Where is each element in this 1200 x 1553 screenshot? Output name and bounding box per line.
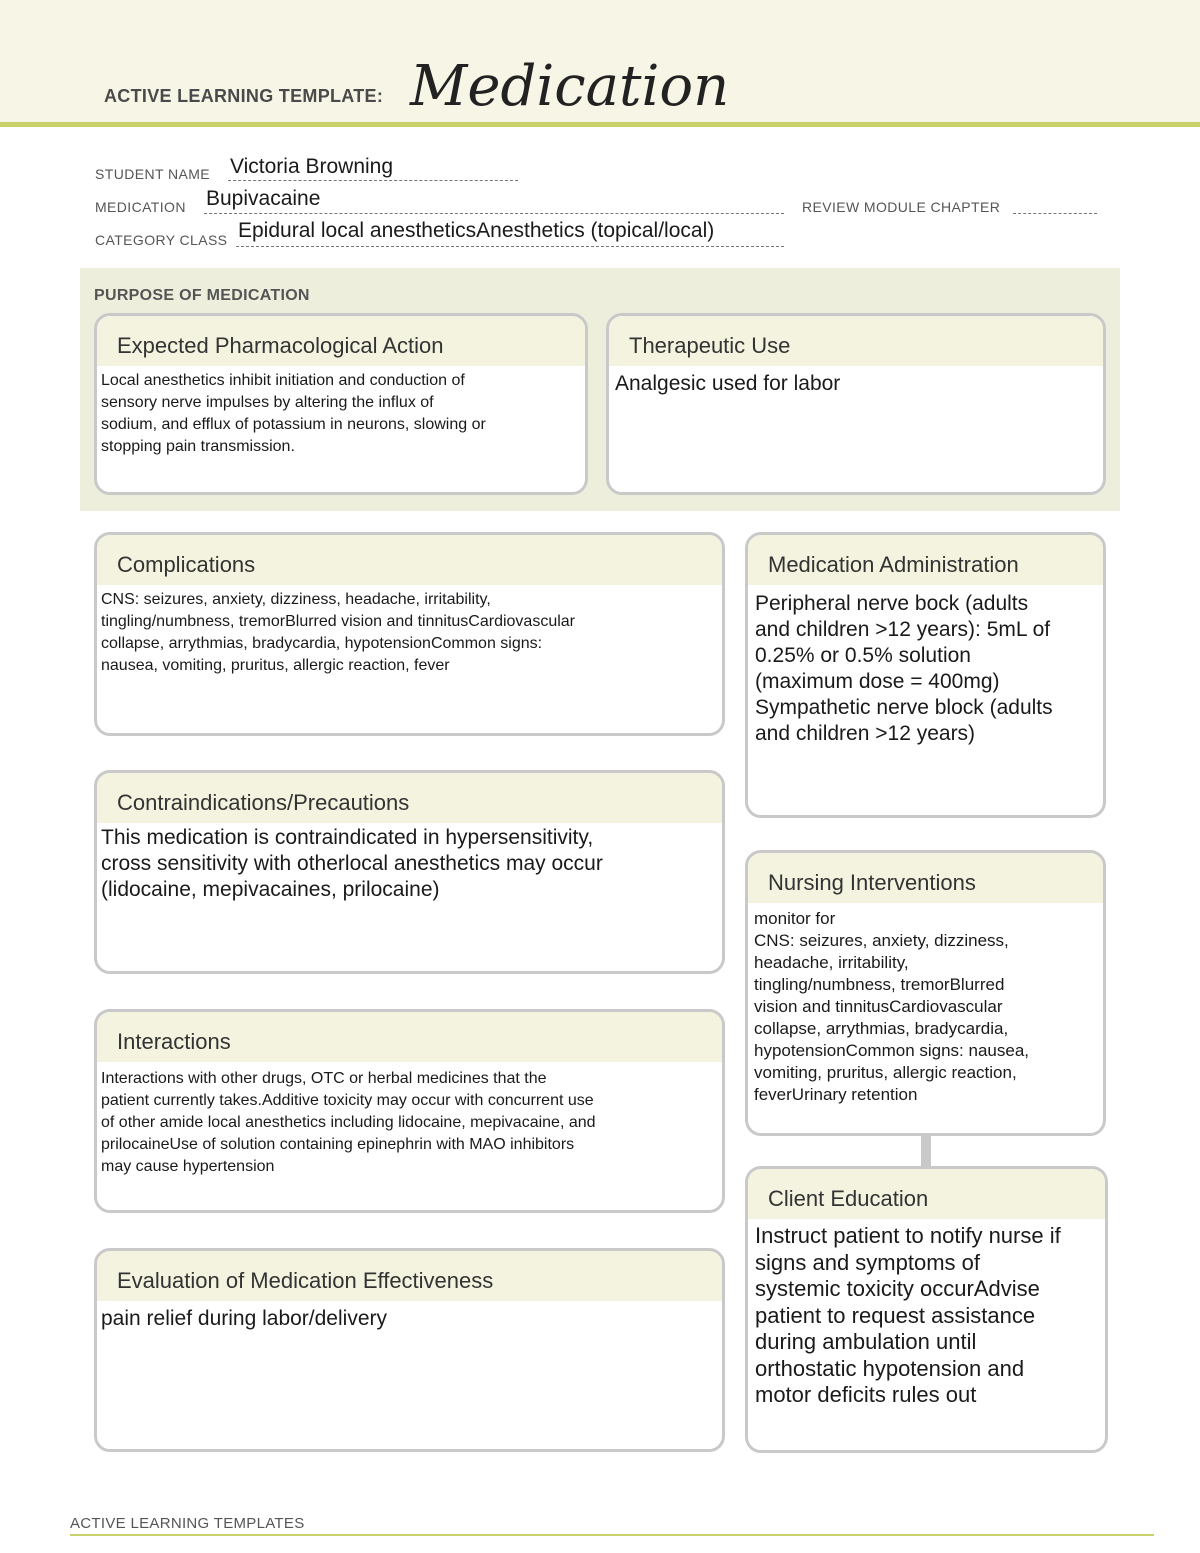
expected-action-box — [94, 313, 588, 495]
administration-box — [745, 532, 1106, 818]
nursing-interventions-box — [745, 850, 1106, 1136]
medication-field[interactable]: Bupivacaine — [206, 187, 321, 210]
medication-line — [204, 213, 784, 214]
evaluation-box — [94, 1248, 725, 1452]
contraindications-box — [94, 770, 725, 974]
box-connector — [921, 1134, 931, 1166]
header-rule — [0, 122, 1200, 127]
complications-title: Complications — [97, 535, 722, 585]
interactions-box — [94, 1009, 725, 1213]
interactions-text[interactable]: Interactions with other drugs, OTC or herbal medicines that the patient currently takes.Additive toxicity may occur with concurrent use of other amide local anesthetics including lidocaine, mepivacaine, and prilocaineUse of solution containing epinephrin with MAO inhibitors may cause hypertension — [101, 1070, 596, 1175]
therapeutic-use-text[interactable]: Analgesic used for labor — [615, 372, 841, 395]
nursing-interventions-title: Nursing Interventions — [748, 853, 1103, 903]
review-module-chapter-label: REVIEW MODULE CHAPTER — [802, 199, 1001, 215]
complications-box — [94, 532, 725, 736]
student-name-line — [228, 180, 518, 181]
page-title: Medication — [410, 54, 730, 119]
contraindications-title: Contraindications/Precautions — [97, 773, 722, 823]
template-prefix: ACTIVE LEARNING TEMPLATE: — [104, 86, 384, 106]
expected-action-text[interactable]: Local anesthetics inhibit initiation and conduction of sensory nerve impulses by altering the influx of sodium, and efflux of potassium in neurons, slowing or stopping pain transmission. — [101, 372, 486, 455]
evaluation-title: Evaluation of Medication Effectiveness — [97, 1251, 722, 1301]
client-education-box — [745, 1166, 1108, 1453]
evaluation-text[interactable]: pain relief during labor/delivery — [101, 1307, 387, 1330]
category-class-field[interactable]: Epidural local anestheticsAnesthetics (topical/local) — [238, 219, 715, 242]
student-name-field[interactable]: Victoria Browning — [230, 155, 394, 178]
category-class-label: CATEGORY CLASS — [95, 232, 228, 248]
contraindications-text[interactable]: This medication is contraindicated in hypersensitivity, cross sensitivity with otherlocal anesthetics may occur (lidocaine, mepivacaines, prilocaine) — [101, 826, 603, 901]
footer-text: ACTIVE LEARNING TEMPLATES — [70, 1515, 305, 1532]
administration-text[interactable]: Peripheral nerve bock (adults and children >12 years): 5mL of 0.25% or 0.5% solution (maximum dose = 400mg) Sympathetic nerve block (adults and children >12 years) — [755, 592, 1053, 745]
therapeutic-use-box — [606, 313, 1106, 495]
complications-text[interactable]: CNS: seizures, anxiety, dizziness, headache, irritability, tingling/numbness, tremorBlurred vision and tinnitusCardiovascular collapse, arrythmias, bradycardia, hypotensionCommon signs: nausea, vomiting, pruritus, allergic reaction, fever — [101, 591, 576, 674]
medication-label: MEDICATION — [95, 199, 186, 215]
student-name-label: STUDENT NAME — [95, 166, 210, 182]
category-class-line — [236, 246, 784, 247]
review-module-chapter-line — [1013, 213, 1097, 214]
purpose-heading: PURPOSE OF MEDICATION — [94, 287, 310, 304]
nursing-interventions-text[interactable]: monitor for CNS: seizures, anxiety, dizziness, headache, irritability, tingling/numbness, tremorBlurred vision and tinnitusCardiovascular collapse, arrythmias, bradycardia, hypotensionCommon signs: nausea, vomiting, pruritus, allergic reaction, feverUrinary retention — [754, 909, 1029, 1104]
interactions-title: Interactions — [97, 1012, 722, 1062]
client-education-title: Client Education — [748, 1169, 1105, 1219]
expected-action-title: Expected Pharmacological Action — [97, 316, 585, 366]
administration-title: Medication Administration — [748, 535, 1103, 585]
therapeutic-use-title: Therapeutic Use — [609, 316, 1103, 366]
footer-rule — [70, 1534, 1154, 1536]
client-education-text[interactable]: Instruct patient to notify nurse if signs and symptoms of systemic toxicity occurAdvise patient to request assistance during ambulation until orthostatic hypotension and motor deficits rules out — [755, 1223, 1061, 1407]
